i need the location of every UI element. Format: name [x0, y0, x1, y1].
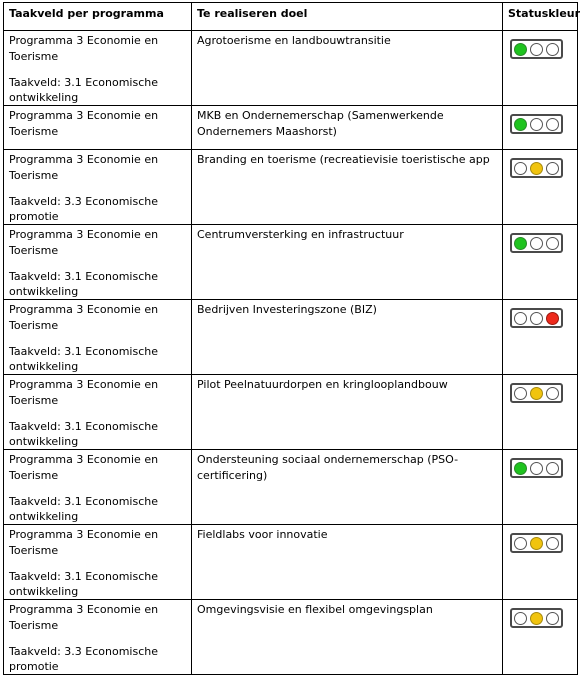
task-label: Taakveld: 3.3 Economische promotie — [9, 195, 158, 223]
table-row — [4, 300, 578, 375]
goal-label: MKB en Ondernemerschap (Samenwerkende Ondernemers Maashorst) — [197, 109, 444, 138]
traffic-light-icon — [510, 383, 563, 403]
status-dot-green-active — [514, 237, 527, 250]
program-label: Programma 3 Economie en Toerisme — [9, 603, 159, 632]
goal-label: Bedrijven Investeringszone (BIZ) — [197, 303, 377, 316]
program-label: Programma 3 Economie en Toerisme — [9, 228, 159, 257]
program-cell — [4, 225, 192, 300]
traffic-light-icon — [510, 39, 563, 59]
status-cell — [503, 150, 578, 225]
table-row — [4, 225, 578, 300]
program-cell — [4, 450, 192, 525]
table-row — [4, 106, 578, 150]
task-label: Taakveld: 3.3 Economische promotie — [9, 645, 158, 673]
table-row — [4, 375, 578, 450]
status-cell — [503, 450, 578, 525]
status-cell — [503, 106, 578, 150]
program-cell — [4, 31, 192, 106]
status-cell — [503, 300, 578, 375]
status-dot-red — [546, 387, 559, 400]
goal-cell — [192, 106, 503, 150]
program-label: Programma 3 Economie en Toerisme — [9, 109, 159, 138]
table-row — [4, 31, 578, 106]
status-cell — [503, 31, 578, 106]
table-body — [4, 31, 578, 675]
table-row — [4, 450, 578, 525]
goal-label: Omgevingsvisie en flexibel omgevingsplan — [197, 603, 433, 616]
task-label: Taakveld: 3.1 Economische ontwikkeling — [9, 270, 158, 298]
goal-label: Ondersteuning sociaal ondernemerschap (PSO-certificering) — [197, 453, 459, 482]
goal-cell — [192, 150, 503, 225]
program-label: Programma 3 Economie en Toerisme — [9, 153, 159, 182]
status-cell — [503, 600, 578, 675]
status-dot-red — [546, 162, 559, 175]
status-dot-green — [514, 537, 527, 550]
program-label: Programma 3 Economie en Toerisme — [9, 303, 159, 332]
traffic-light-icon — [510, 533, 563, 553]
task-label: Taakveld: 3.1 Economische ontwikkeling — [9, 345, 158, 373]
status-dot-green — [514, 312, 527, 325]
traffic-light-icon — [510, 458, 563, 478]
status-dot-red — [546, 537, 559, 550]
status-dot-yellow — [530, 237, 543, 250]
header-status: Statuskleur — [503, 3, 578, 31]
program-label: Programma 3 Economie en Toerisme — [9, 528, 159, 557]
goal-cell — [192, 31, 503, 106]
status-dot-yellow-active — [530, 537, 543, 550]
table-header-row — [4, 3, 578, 31]
goal-cell — [192, 525, 503, 600]
goal-cell — [192, 300, 503, 375]
task-label: Taakveld: 3.1 Economische ontwikkeling — [9, 76, 158, 104]
task-label: Taakveld: 3.1 Economische ontwikkeling — [9, 570, 158, 598]
status-dot-yellow — [530, 312, 543, 325]
status-dot-green-active — [514, 118, 527, 131]
status-dot-red — [546, 462, 559, 475]
traffic-light-icon — [510, 233, 563, 253]
status-dot-yellow — [530, 43, 543, 56]
program-label: Programma 3 Economie en Toerisme — [9, 378, 159, 407]
status-dot-yellow-active — [530, 162, 543, 175]
header-program: Taakveld per programma — [4, 3, 192, 31]
status-cell — [503, 525, 578, 600]
traffic-light-icon — [510, 158, 563, 178]
program-label: Programma 3 Economie en Toerisme — [9, 34, 159, 63]
goal-label: Agrotoerisme en landbouwtransitie — [197, 34, 391, 47]
status-cell — [503, 225, 578, 300]
header-goal: Te realiseren doel — [192, 3, 503, 31]
table-row — [4, 150, 578, 225]
goal-cell — [192, 600, 503, 675]
goal-label: Branding en toerisme (recreatievisie toeristische app — [197, 153, 490, 166]
task-label: Taakveld: 3.1 Economische ontwikkeling — [9, 495, 158, 523]
status-dot-red — [546, 237, 559, 250]
status-dot-red — [546, 43, 559, 56]
goal-label: Pilot Peelnatuurdorpen en kringlooplandbouw — [197, 378, 448, 391]
status-dot-yellow — [530, 118, 543, 131]
status-dot-green-active — [514, 43, 527, 56]
status-dot-green-active — [514, 462, 527, 475]
status-dot-yellow-active — [530, 612, 543, 625]
status-dot-yellow — [530, 462, 543, 475]
program-cell — [4, 525, 192, 600]
status-cell — [503, 375, 578, 450]
program-cell — [4, 300, 192, 375]
status-table — [3, 2, 578, 675]
traffic-light-icon — [510, 114, 563, 134]
program-cell — [4, 150, 192, 225]
goal-label: Centrumversterking en infrastructuur — [197, 228, 404, 241]
status-dot-green — [514, 612, 527, 625]
goal-cell — [192, 450, 503, 525]
program-label: Programma 3 Economie en Toerisme — [9, 453, 159, 482]
status-dot-green — [514, 162, 527, 175]
program-cell — [4, 600, 192, 675]
status-dot-green — [514, 387, 527, 400]
program-cell — [4, 106, 192, 150]
table-row — [4, 525, 578, 600]
goal-cell — [192, 225, 503, 300]
status-dot-yellow-active — [530, 387, 543, 400]
traffic-light-icon — [510, 608, 563, 628]
goal-label: Fieldlabs voor innovatie — [197, 528, 328, 541]
status-dot-red — [546, 118, 559, 131]
program-cell — [4, 375, 192, 450]
goal-cell — [192, 375, 503, 450]
table-row — [4, 600, 578, 675]
task-label: Taakveld: 3.1 Economische ontwikkeling — [9, 420, 158, 448]
status-dot-red — [546, 612, 559, 625]
traffic-light-icon — [510, 308, 563, 328]
status-dot-red-active — [546, 312, 559, 325]
